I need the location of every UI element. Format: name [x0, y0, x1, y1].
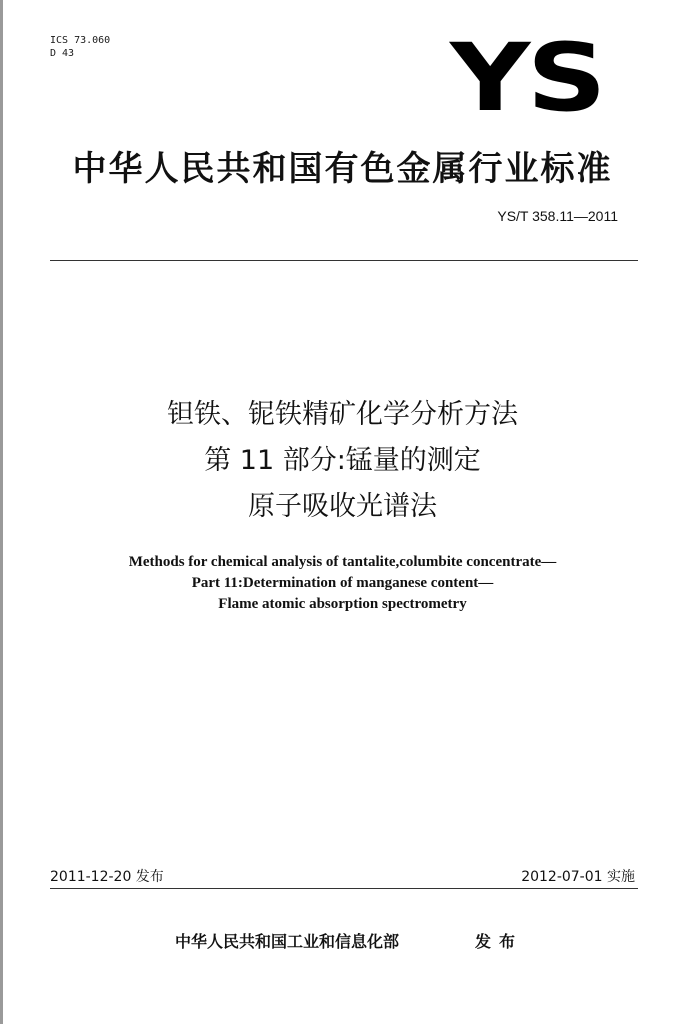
implementation-date: 2012-07-01 实施	[521, 869, 635, 885]
english-title-line-1: Methods for chemical analysis of tantalite,columbite concentrate—	[128, 554, 557, 570]
chinese-title-line-2: 第 11 部分:锰量的测定	[204, 445, 481, 476]
english-title	[0, 552, 685, 615]
chinese-title-line-1: 钽铁、铌铁精矿化学分析方法	[167, 399, 518, 430]
english-title-line-2: Part 11:Determination of manganese content—	[191, 575, 494, 591]
header-divider	[50, 260, 638, 261]
ics-code: ICS 73.060	[50, 35, 111, 46]
issue-date: 2011-12-20 发布	[50, 869, 164, 885]
footer-divider	[50, 888, 638, 889]
chinese-title	[0, 392, 685, 530]
ys-logo: YS	[450, 24, 604, 133]
organization-title: 中华人民共和国有色金属行业标准	[72, 149, 613, 189]
standard-number: YS/T 358.11—2011	[497, 208, 618, 224]
issue-action: 发布	[475, 932, 524, 951]
ccs-code: D 43	[50, 48, 75, 59]
issuing-authority: 中华人民共和国工业和信息化部	[175, 932, 400, 951]
classification-codes	[50, 34, 110, 60]
chinese-title-line-3: 原子吸收光谱法	[248, 491, 437, 522]
english-title-line-3: Flame atomic absorption spectrometry	[218, 596, 467, 612]
